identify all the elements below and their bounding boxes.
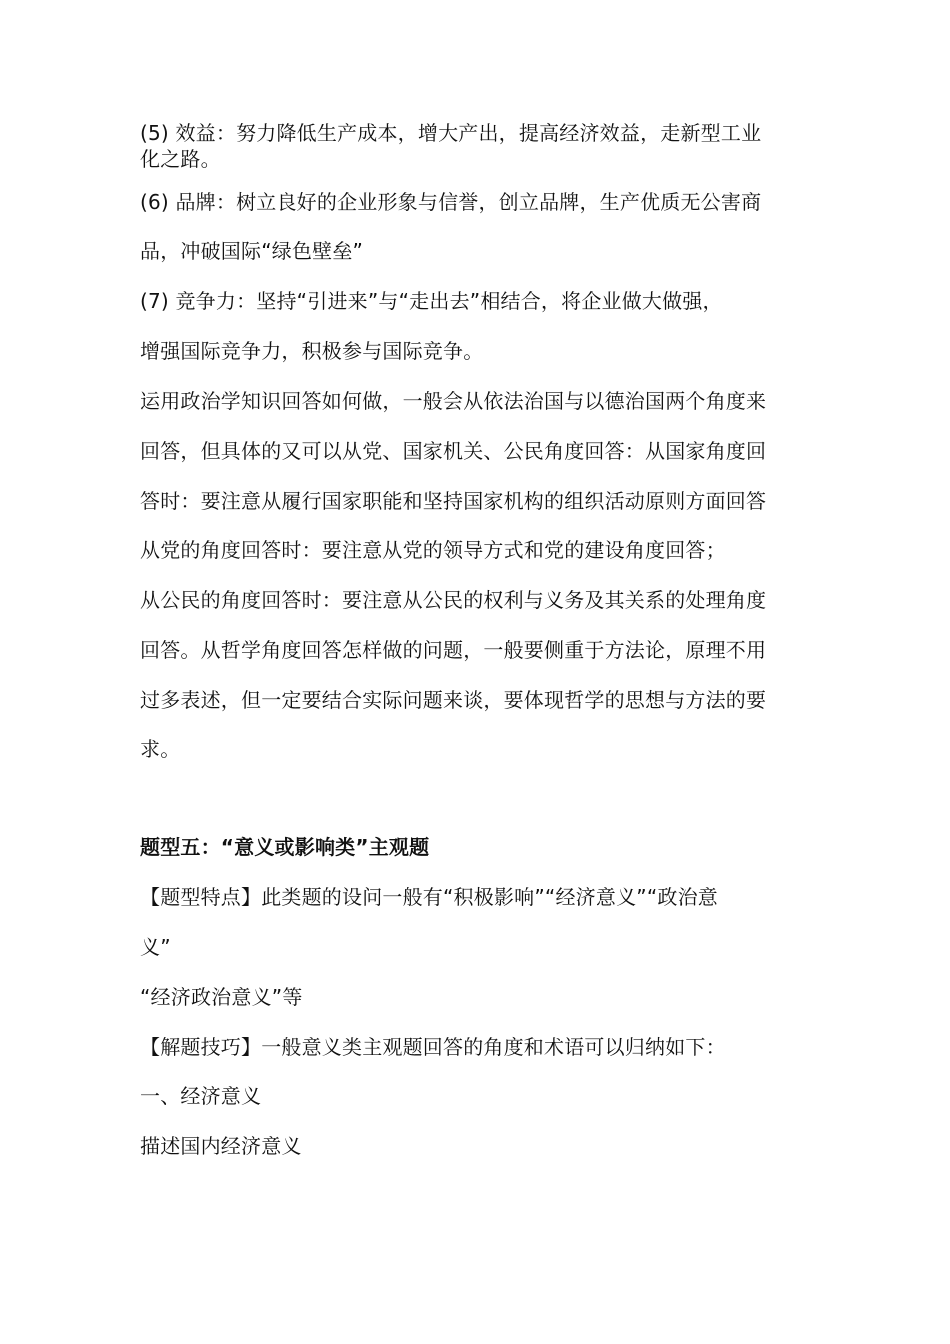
section-heading: 题型五：“意义或影响类”主观题 [140,835,430,859]
techniques-line: 【解题技巧】一般意义类主观题回答的角度和术语可以归纳如下： [140,1035,726,1059]
features-line: 义” [140,935,171,959]
item-6-line-2: 品，冲破国际“绿色壁垒” [140,239,364,263]
item-5-line-2: 化之路。 [140,147,221,171]
paragraph-line: 回答，但具体的又可以从党、国家机关、公民角度回答：从国家角度回 [140,439,767,463]
features-line: “经济政治意义”等 [140,985,303,1009]
subheading-economic-significance: 一、经济意义 [140,1084,262,1108]
paragraph-line: 回答。从哲学角度回答怎样做的问题，一般要侧重于方法论，原理不用 [140,638,767,662]
item-7-line-1: (7) 竞争力：坚持“引进来”与“走出去”相结合，将企业做大做强， [140,289,723,313]
paragraph-line: 答时：要注意从履行国家职能和坚持国家机构的组织活动原则方面回答 [140,489,767,513]
item-6-line-1: (6) 品牌：树立良好的企业形象与信誉，创立品牌，生产优质无公害商 [140,190,762,214]
paragraph-line: 过多表述，但一定要结合实际问题来谈，要体现哲学的思想与方法的要 [140,688,767,712]
subheading-domestic-economic: 描述国内经济意义 [140,1134,302,1158]
item-5-line-1: (5) 效益：努力降低生产成本，增大产出，提高经济效益，走新型工业 [140,121,762,145]
paragraph-line: 从公民的角度回答时：要注意从公民的权利与义务及其关系的处理角度 [140,588,767,612]
paragraph-line: 从党的角度回答时：要注意从党的领导方式和党的建设角度回答； [140,538,726,562]
paragraph-line: 求。 [140,737,181,761]
paragraph-line: 运用政治学知识回答如何做，一般会从依法治国与以德治国两个角度来 [140,389,767,413]
features-line: 【题型特点】此类题的设问一般有“积极影响”“经济意义”“政治意 [140,885,719,909]
item-7-line-2: 增强国际竞争力，积极参与国际竞争。 [140,339,484,363]
